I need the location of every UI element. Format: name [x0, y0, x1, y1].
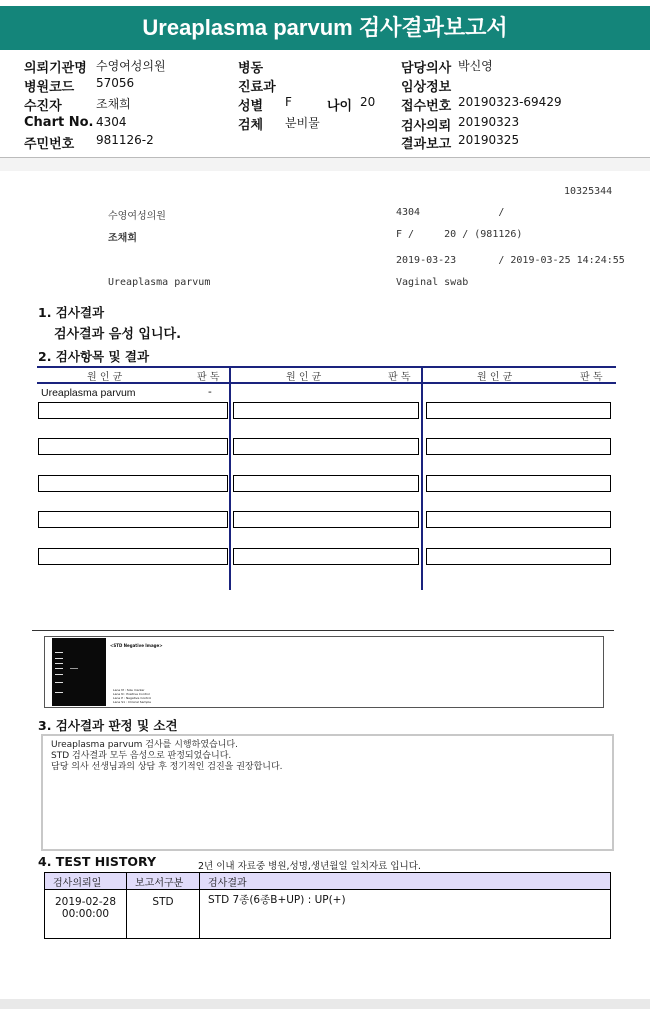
grid-header [37, 368, 616, 382]
legend-line: Lane S1 : Clinical Sample [113, 700, 151, 704]
specimen-value: 분비물 [285, 116, 320, 130]
col-judge-1: 판 독 [197, 372, 220, 383]
code-label: 병원코드 [24, 80, 75, 95]
history-col-result: 검사결과 [200, 873, 611, 890]
doc-number: 10325344 [564, 186, 613, 197]
result-cell [426, 438, 611, 455]
grid-divider-2 [421, 368, 423, 590]
info-separator [0, 157, 650, 171]
age-value: 20 [360, 95, 376, 109]
gel-band [55, 692, 63, 693]
history-header-row [45, 873, 611, 890]
gel-band [55, 682, 63, 683]
result-cell [426, 402, 611, 419]
history-type: STD [127, 890, 200, 939]
ward-label: 병동 [238, 61, 264, 76]
section-3-title: 3. 검사결과 판정 및 소견 [38, 718, 178, 733]
gel-band [55, 663, 63, 664]
section-1-title: 1. 검사결과 [38, 305, 105, 320]
bottom-bar [0, 999, 650, 1009]
history-col-type: 보고서구분 [127, 873, 200, 890]
patient-label: 수진자 [24, 99, 62, 114]
doctor-value: 박신영 [458, 59, 493, 73]
hospital-value: 수영여성의원 [96, 59, 166, 73]
section-2-title: 2. 검사항목 및 결과 [38, 349, 150, 364]
table-row [45, 890, 611, 939]
result-cell [233, 438, 419, 455]
history-table [44, 872, 611, 939]
patient-info-block [0, 54, 650, 154]
col-pathogen-1: 원 인 균 [87, 372, 123, 383]
legend-line: Lane M : Size marker [113, 688, 145, 692]
result-cell [426, 511, 611, 528]
gel-image-caption: <STD Negative Image> [110, 643, 163, 648]
legend-line: Lane P : Negative Control [113, 696, 152, 700]
gel-band [70, 668, 78, 669]
gel-band [55, 652, 63, 653]
result-cell [38, 438, 228, 455]
hospital-label: 의뢰기관명 [24, 61, 87, 76]
id-value: 981126-2 [96, 133, 154, 147]
history-date-cell [45, 890, 127, 939]
result-summary: 검사결과 음성 입니다. [54, 327, 182, 342]
result-cell [38, 402, 228, 419]
meta-dates: 2019-03-23 / 2019-03-25 14:24:55 [396, 255, 625, 266]
gel-band [55, 658, 63, 659]
opinion-line: 담당 의사 선생님과의 상담 후 정기적인 검진을 권장합니다. [51, 762, 283, 772]
chart-label: Chart No. [24, 115, 94, 130]
request-value: 20190323 [458, 115, 520, 129]
section-4-title: 4. TEST HISTORY [38, 854, 157, 869]
receipt-value: 20190323-69429 [458, 95, 562, 109]
row1-result: - [208, 386, 212, 398]
history-time: 00:00:00 [61, 908, 110, 920]
result-cell [233, 511, 419, 528]
meta-hospital: 수영여성의원 [108, 211, 166, 222]
result-cell [38, 548, 228, 565]
result-cell [38, 511, 228, 528]
history-note: 2년 이내 자료중 병원,성명,생년월일 일치자료 입니다. [198, 861, 421, 872]
report-label: 결과보고 [401, 137, 452, 152]
gel-band [55, 674, 63, 675]
result-cell [233, 548, 419, 565]
result-cell [38, 475, 228, 492]
meta-specimen: Vaginal swab [396, 277, 469, 288]
code-value: 57056 [96, 76, 135, 90]
sex-label: 성별 [238, 99, 264, 114]
meta-chart: 4304 / [396, 207, 505, 218]
history-date: 2019-02-28 [54, 896, 117, 908]
history-col-date: 검사의뢰일 [45, 873, 127, 890]
opinion-line: Ureaplasma parvum 검사를 시행하였습니다. [51, 740, 238, 750]
opinion-line: STD 검사결과 모두 음성으로 판정되었습니다. [51, 751, 232, 761]
opinion-box [41, 734, 614, 851]
col-judge-2: 판 독 [388, 372, 411, 383]
gel-electrophoresis-image [52, 638, 106, 706]
gel-image-legend [113, 688, 151, 704]
col-judge-3: 판 독 [580, 372, 603, 383]
history-result: STD 7종(6종B+UP) : UP(+) [200, 890, 611, 939]
meta-patient: 조채희 [108, 233, 137, 244]
specimen-label: 검체 [238, 118, 264, 133]
report-title: Ureaplasma parvum 검사결과보고서 [0, 6, 650, 50]
image-top-rule [32, 630, 614, 631]
result-cell [426, 475, 611, 492]
dept-label: 진료과 [238, 80, 276, 95]
age-label: 나이 [327, 99, 353, 114]
grid-divider-1 [229, 368, 231, 590]
clinical-label: 임상정보 [401, 80, 452, 95]
row1-pathogen: Ureaplasma parvum [41, 387, 136, 399]
sex-value: F [285, 95, 292, 109]
doctor-label: 담당의사 [401, 61, 452, 76]
patient-value: 조채희 [96, 97, 131, 111]
col-pathogen-3: 원 인 균 [477, 372, 513, 383]
request-label: 검사의뢰 [401, 119, 452, 134]
grid-header-line [37, 382, 616, 384]
meta-sex-age: F / 20 / (981126) [396, 229, 523, 240]
result-cell [426, 548, 611, 565]
chart-value: 4304 [96, 115, 127, 129]
result-cell [233, 402, 419, 419]
id-label: 주민번호 [24, 137, 75, 152]
receipt-label: 접수번호 [401, 99, 452, 114]
meta-test-name: Ureaplasma parvum [108, 277, 211, 288]
col-pathogen-2: 원 인 균 [286, 372, 322, 383]
result-cell [233, 475, 419, 492]
legend-line: Lane N : Positive Control [113, 692, 150, 696]
gel-band [55, 668, 63, 669]
report-value: 20190325 [458, 133, 520, 147]
